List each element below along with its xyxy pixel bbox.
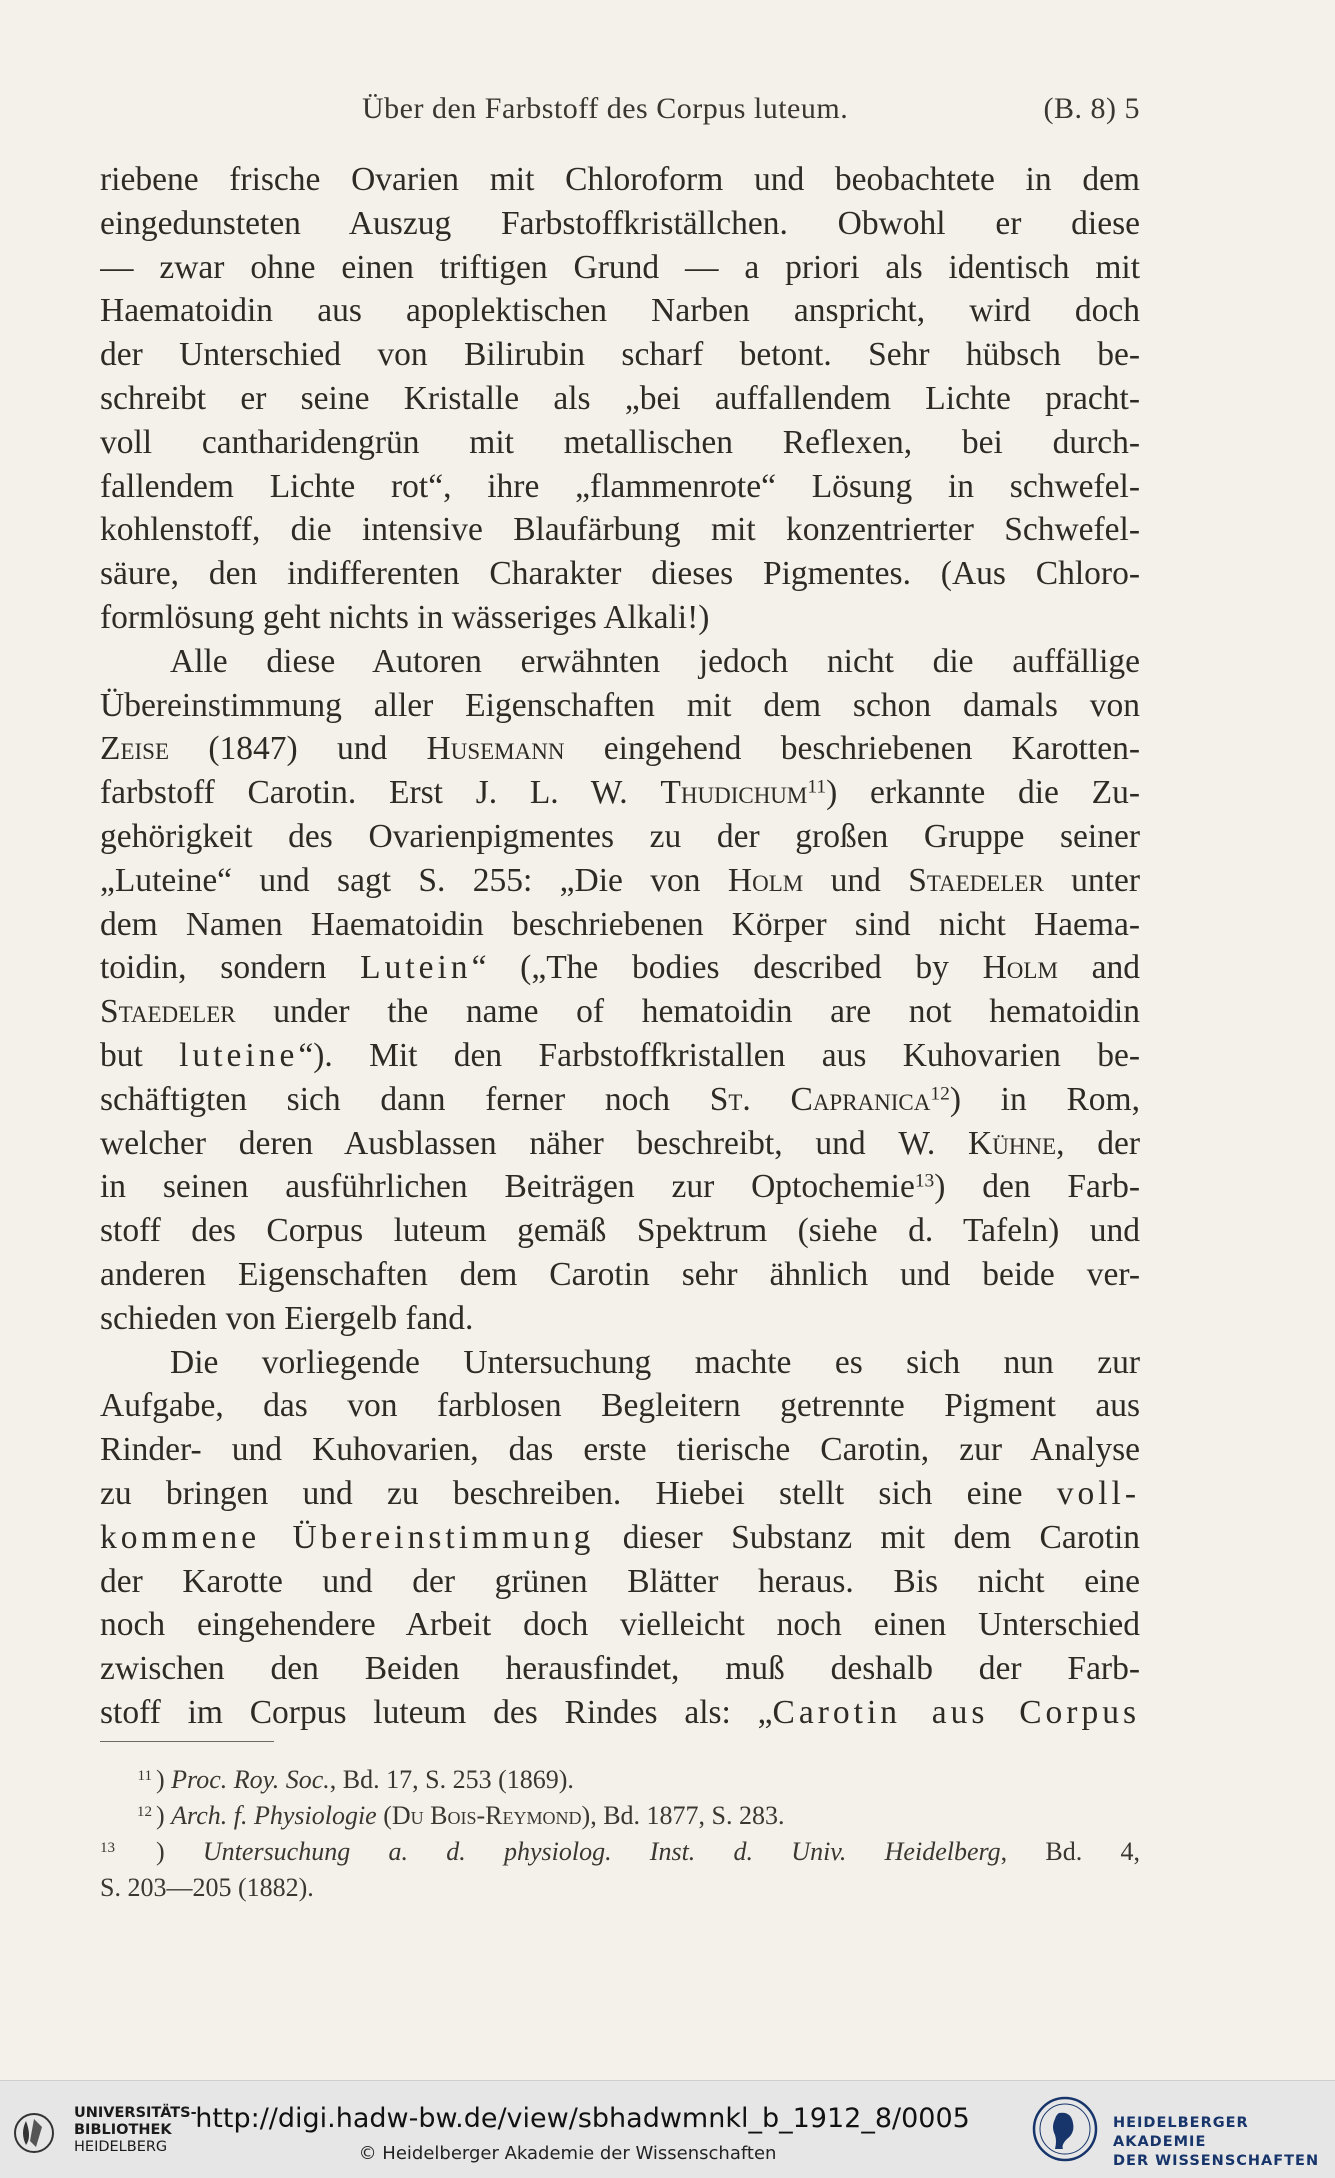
text-line: dem Namen Haematoidin beschriebenen Körper sind nicht Haema-	[100, 905, 1140, 943]
permalink-url[interactable]: http://digi.hadw-bw.de/view/sbhadwmnkl_b_1912_8/0005	[195, 2103, 970, 2134]
text-line: riebene frische Ovarien mit Chloroform und beobachtete in dem	[100, 161, 1140, 198]
text-line: Haematoidin aus apoplektischen Narben anspricht, wird doch	[100, 292, 1140, 330]
author-name: Husemann	[426, 730, 565, 768]
footnote-13: $^{13}$ ) Untersuchung a. d. physiolog. Inst. d. Univ. Heidelberg, Bd. 4,	[100, 1837, 1140, 1866]
text-line: stoff im Corpus luteum des Rindes als: „Carotin aus Corpus	[100, 1693, 1140, 1731]
text-line: Alle diese Autoren erwähnten jedoch nicht die auffällige	[170, 642, 1140, 680]
university-library-label: UNIVERSITÄTS- BIBLIOTHEK HEIDELBERG	[74, 2105, 197, 2155]
text-line: eingedunsteten Auszug Farbstoffkriställchen. Obwohl er diese	[100, 204, 1140, 242]
text-line: schieden von Eiergelb fand.	[100, 1299, 474, 1337]
footnote-11: $^{11}$ ) Proc. Roy. Soc., Bd. 17, S. 253 (1869).	[137, 1765, 574, 1794]
text-line: zwischen den Beiden herausfindet, muß deshalb der Farb-	[100, 1650, 1140, 1688]
running-head-title: Über den Farbstoff des Corpus luteum.	[362, 92, 849, 125]
author-name: W. Kühne	[898, 1124, 1057, 1162]
author-name: Zeise	[100, 730, 170, 768]
page-signature: (B. 8) 5	[1043, 92, 1140, 125]
text-line: anderen Eigenschaften dem Carotin sehr ähnlich und beide ver-	[100, 1255, 1140, 1293]
text-line: „Luteine“ und sagt S. 255: „Die von Holm und Staedeler unter	[100, 861, 1140, 899]
text-line: fallendem Lichte rot“, ihre „flammenrote“ Lösung in schwefel-	[100, 467, 1140, 505]
text-line: farbstoff Carotin. Erst J. L. W. Thudichum$^{11}$) erkannte die Zu-	[100, 774, 1140, 812]
text-line: voll cantharidengrün mit metallischen Reflexen, bei durch-	[100, 423, 1140, 461]
spaced-term: voll-	[1056, 1474, 1140, 1512]
text-line: Staedeler under the name of hematoidin are not hematoidin	[100, 993, 1140, 1031]
body-text	[100, 158, 1140, 1735]
author-name: Staedeler	[908, 861, 1044, 899]
footnote-ref: 11	[807, 776, 827, 798]
text-line: säure, den indifferenten Charakter dieses Pigmentes. (Aus Chloro-	[100, 555, 1140, 593]
viewer-footer	[0, 2080, 1335, 2178]
footnote-divider	[100, 1741, 274, 1742]
text-line: der Karotte und der grünen Blätter heraus. Bis nicht eine	[100, 1562, 1140, 1600]
text-line: zu bringen und zu beschreiben. Hiebei stellt sich eine voll-	[100, 1474, 1140, 1512]
text-line: Die vorliegende Untersuchung machte es sich nun zur	[170, 1343, 1140, 1381]
text-line: stoff des Corpus luteum gemäß Spektrum (siehe d. Tafeln) und	[100, 1212, 1140, 1250]
author-name: St. Capranica	[709, 1080, 931, 1118]
footnote-ref: 13	[914, 1170, 935, 1192]
spaced-term: Carotin aus Corpus	[772, 1693, 1140, 1731]
text-line: kommene Übereinstimmung dieser Substanz mit dem Carotin	[100, 1518, 1140, 1556]
text-line: welcher deren Ausblassen näher beschreibt, und W. Kühne, der	[100, 1124, 1140, 1162]
footnote-ref: 12	[930, 1083, 950, 1105]
text-line: Übereinstimmung aller Eigenschaften mit dem schon damals von	[100, 686, 1140, 724]
text-line: noch eingehendere Arbeit doch vielleicht noch einen Unterschied	[100, 1606, 1140, 1644]
spaced-term: luteine	[179, 1036, 299, 1074]
text-line: formlösung geht nichts in wässeriges Alkali!)	[100, 598, 710, 636]
author-name: Staedeler	[100, 993, 236, 1031]
footnote-13-continued: S. 203—205 (1882).	[100, 1873, 314, 1902]
text-line: schreibt er seine Kristalle als „bei auffallendem Lichte pracht-	[100, 379, 1140, 417]
text-line: Rinder- und Kuhovarien, das erste tierische Carotin, zur Analyse	[100, 1431, 1140, 1469]
author-name: Holm	[982, 949, 1058, 987]
text-line: kohlenstoff, die intensive Blaufärbung mit konzentrierter Schwefel-	[100, 511, 1140, 549]
footnote-12: $^{12}$ ) Arch. f. Physiologie (Du Bois-Reymond), Bd. 1877, S. 283.	[136, 1801, 785, 1830]
copyright-notice: © Heidelberger Akademie der Wissenschaften	[358, 2143, 777, 2164]
spaced-term: kommene Übereinstimmung	[100, 1518, 595, 1556]
text-line: in seinen ausführlichen Beiträgen zur Optochemie$^{13}$) den Farb-	[100, 1168, 1140, 1206]
text-line: — zwar ohne einen triftigen Grund — a priori als identisch mit	[100, 248, 1140, 286]
footnotes	[100, 1762, 1140, 1906]
academy-label: HEIDELBERGER AKADEMIE DER WISSENSCHAFTEN	[1113, 2115, 1320, 2169]
text-line: toidin, sondern Lutein“ („The bodies described by Holm and	[100, 949, 1140, 987]
text-line: der Unterschied von Bilirubin scharf betont. Sehr hübsch be-	[100, 336, 1140, 374]
text-line: schäftigten sich dann ferner noch St. Capranica$^{12}$) in Rom,	[100, 1080, 1140, 1118]
academy-seal-icon	[1031, 2095, 1099, 2163]
text-line: Aufgabe, das von farblosen Begleitern getrennte Pigment aus	[100, 1387, 1140, 1425]
text-line: but luteine“). Mit den Farbstoffkristallen aus Kuhovarien be-	[100, 1036, 1140, 1074]
spaced-term: Lutein	[360, 949, 472, 987]
author-name: Holm	[727, 861, 804, 899]
text-line: gehörigkeit des Ovarienpigmentes zu der großen Gruppe seiner	[100, 817, 1140, 855]
author-name: Thudichum	[660, 774, 808, 812]
text-line: Zeise (1847) und Husemann eingehend beschriebenen Karotten-	[100, 730, 1140, 768]
